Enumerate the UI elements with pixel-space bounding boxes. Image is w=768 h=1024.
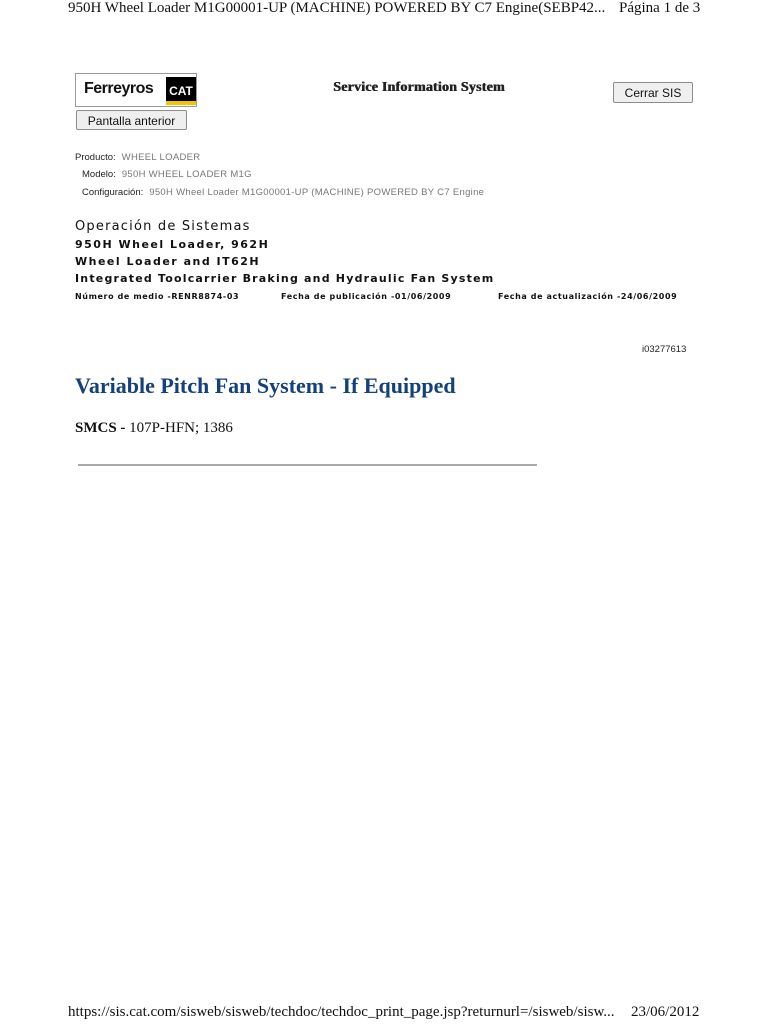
dealer-logo-text: Ferreyros [84,80,154,97]
print-footer [0,1004,768,1024]
document-category: Operación de Sistemas [75,219,251,234]
configuration-label: Configuración: [82,187,144,198]
product-label: Producto: [75,152,116,163]
product-row [75,152,200,163]
document-subtitle-3: Integrated Toolcarrier Braking and Hydraulic Fan System [75,272,495,285]
document-id: i03277613 [642,344,687,355]
configuration-value: 950H Wheel Loader M1G00001-UP (MACHINE) POWERED BY C7 Engine [149,187,485,198]
ferreyros-cat-logo [75,73,197,107]
smcs-code [75,420,233,437]
cat-logo-icon: CAT [166,77,196,105]
model-label: Modelo: [82,169,116,180]
page-title: Variable Pitch Fan System - If Equipped [75,373,456,398]
document-subtitle-1: 950H Wheel Loader, 962H [75,238,270,251]
media-number: Número de medio -RENR8874-03 [75,292,240,301]
model-row [82,169,252,180]
app-title: Service Information System [333,80,505,95]
document-subtitle-2: Wheel Loader and IT62H [75,255,261,268]
print-page-number: Página 1 de 3 [619,0,701,16]
configuration-row [82,187,484,198]
product-value: WHEEL LOADER [121,152,201,163]
model-value: 950H WHEEL LOADER M1G [121,169,252,180]
close-sis-button[interactable]: Cerrar SIS [613,82,693,103]
print-header [0,0,768,20]
print-document-title: 950H Wheel Loader M1G00001-UP (MACHINE) POWERED BY C7 Engine(SEBP42... [68,0,606,16]
print-footer-url: https://sis.cat.com/sisweb/sisweb/techdoc/techdoc_print_page.jsp?returnurl=/sisweb/sisw... [68,1004,615,1020]
print-footer-date: 23/06/2012 [631,1004,700,1020]
divider [78,464,537,466]
smcs-label: SMCS - [75,420,126,436]
update-date: Fecha de actualización -24/06/2009 [498,292,678,301]
smcs-value: 107P-HFN; 1386 [129,420,233,436]
publication-date: Fecha de publicación -01/06/2009 [281,292,452,301]
previous-screen-button[interactable]: Pantalla anterior [76,110,187,130]
